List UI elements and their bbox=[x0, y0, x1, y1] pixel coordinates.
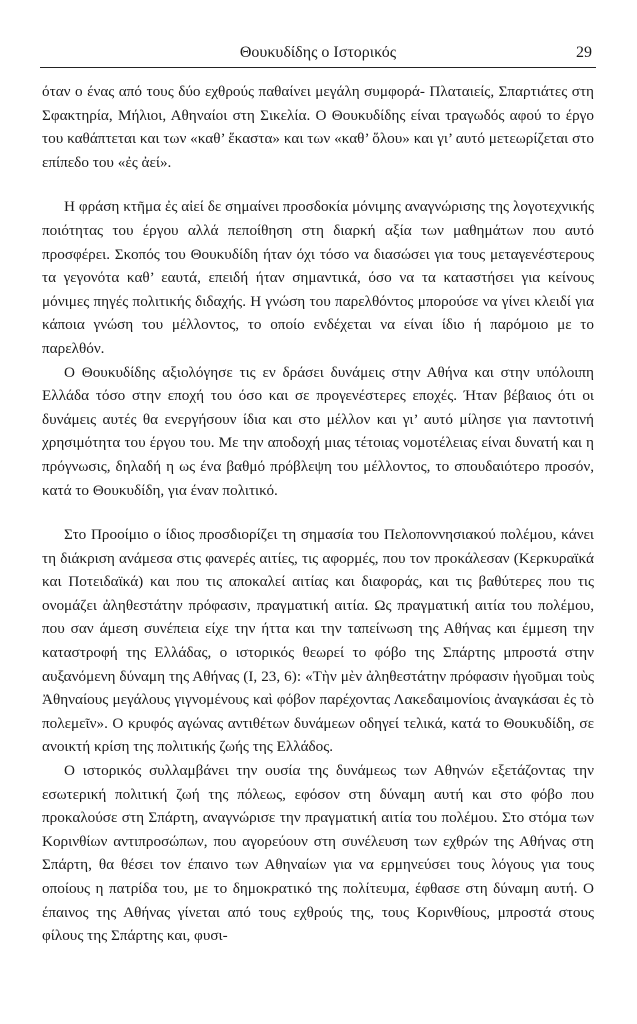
paragraph-1: όταν ο ένας από τους δύο εχθρούς παθαίνει μεγάλη συμφορά- Πλαταιείς, Σπαρτιάτες στη Σφακτηρία, Μήλιοι, Αθηναίοι στη Σικελία. Ο Θουκυδίδης είναι τραγωδός αφού το έργο του καθάπτεται και των «καθ’ ἕκαστα» και των «καθ’ ὅλου» και γι’ αυτό μετεωρίζεται στο επίπεδο του «ἐς ἀεί». bbox=[42, 83, 594, 171]
paragraph-4: Στο Προοίμιο ο ίδιος προσδιορίζει τη σημασία του Πελοποννησιακού πολέμου, κάνει τη διάκριση ανάμεσα στις φανερές αιτίες, τις αφορμές, που τον προκάλεσαν (Κερκυραϊκά και Ποτειδαϊκά) και που τις αποκαλεί αιτίας και διαφοράς, και τις βαθύτερες που τις ονομάζει ἀληθεστάτην πρόφασιν, πραγματική αιτία. Ως πραγματική αιτία του πολέμου, που σαν άμεση συνέπεια είχε την ήττα και την ταπείνωση της Αθήνας και έμμεση την καταστροφή της Ελλάδας, ο ιστορικός θεωρεί το φόβο της Σπάρτης μπροστά στην αυξανόμενη δύναμη της Αθήνας (Ι, 23, 6): «Τὴν μὲν ἀληθεστάτην πρόφασιν ἡγοῦμαι τοὺς Ἀθηναίους μεγάλους γιγνομένους καὶ φόβον παρέχοντας Λακεδαιμονίοις ἀναγκάσαι ἐς τὸ πολεμεῖν». Ο κρυφός αγώνας αντιθέτων δυνάμεων οδηγεί τελικά, κατά το Θουκυδίδη, σε ανοικτή κρίση της πολιτικής ζωής της Ελλάδος. bbox=[42, 526, 594, 756]
section-gap bbox=[42, 174, 594, 195]
page-number: 29 bbox=[576, 44, 592, 61]
header-title: Θουκυδίδης ο Ιστορικός bbox=[239, 44, 397, 61]
running-header bbox=[40, 44, 596, 66]
paragraph-2: Η φράση κτῆμα ἐς αἰεί δε σημαίνει προσδοκία μόνιμης αναγνώρισης της λογοτεχνικής ποιότητας του έργου αλλά πεποίθηση στη διαρκή αξία των μαθημάτων που αυτό προσφέρει. Σκοπός του Θουκυδίδη ήταν όχι τόσο να διασώσει για τους μεταγενέστερους τα γεγονότα καθ’ εαυτά, επειδή ήταν σημαντικά, όσο να τα καταστήσει για κείνους μόνιμες πηγές πολιτικής διδαχής. Η γνώση του παρελθόντος μπορούσε να γίνει κλειδί για κάποια γνώση του μέλλοντος, το οποίο ενδέχεται να είναι ίδιο ή παρόμοιο με το παρελθόν. bbox=[42, 198, 594, 357]
paragraph-3: Ο Θουκυδίδης αξιολόγησε τις εν δράσει δυνάμεις στην Αθήνα και στην υπόλοιπη Ελλάδα τόσο στην εποχή του όσο και σε προγενέστερες εποχές. Ήταν βέβαιος ότι οι δυνάμεις αυτές θα ενεργήσουν ίδια και στο μέλλον και γι’ αυτό μίλησε για παντοτινή χρησιμότητα του έργου του. Με την αποδοχή μιας τέτοιας νομοτέλειας είναι δυνατή και η πρόγνωσις, δηλαδή η ως ένα βαθμό πρόβλεψη του μέλλοντος, το σπουδαιότερο προσόν, κατά το Θουκυδίδη, για έναν πολιτικό. bbox=[42, 363, 594, 499]
section-gap bbox=[42, 502, 594, 523]
paragraph-5: Ο ιστορικός συλλαμβάνει την ουσία της δυνάμεως των Αθηνών εξετάζοντας την εσωτερική πολιτική ζωή της πόλεως, εφόσον στη δύναμη αυτή και στο φόβο που προκαλούσε στη Σπάρτη, αναγνώρισε την πραγματική αιτία του πολέμου. Στο στόμα των Κορινθίων αντιπροσώπων, που αγορεύουν στη συνέλευση των εχθρών της Αθήνας στη Σπάρτη, θα θέσει τον έπαινο των Αθηναίων για να ερμηνεύσει τους λόγους για τους οποίους η πατρίδα του, με το δημοκρατικό της πολίτευμα, έφθασε στη δύναμη αυτή. Ο έπαινος της Αθήνας γίνεται από τους εχθρούς της, τους Κορινθίους, μπροστά στους φίλους της Σπάρτης και, φυσι- bbox=[42, 762, 594, 945]
body-text bbox=[42, 80, 594, 948]
header-rule bbox=[40, 67, 596, 68]
